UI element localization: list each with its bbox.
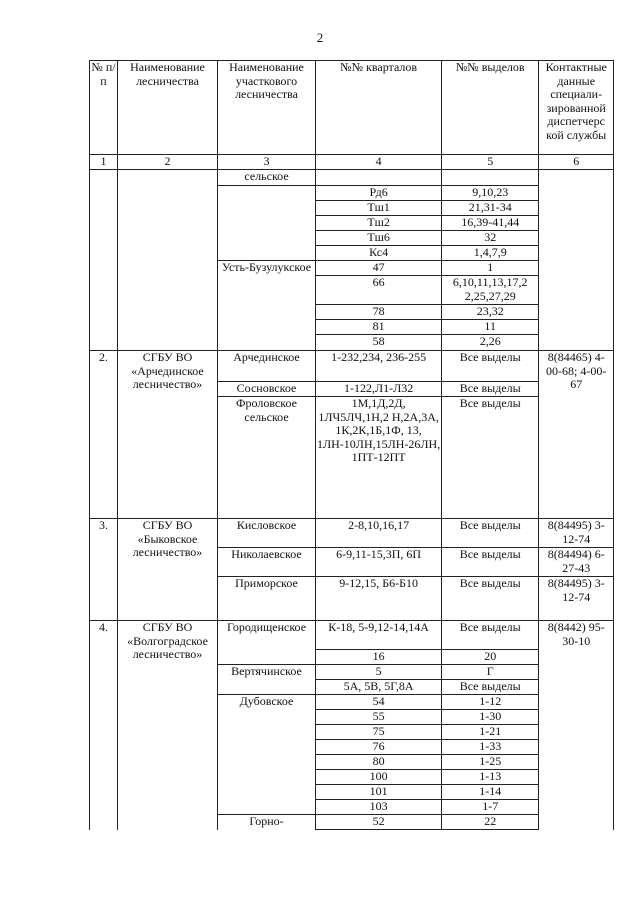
section-cell: 22 xyxy=(442,815,539,830)
header-contacts: Контактные данные специали-зированной диспетчерс кой службы xyxy=(539,61,614,155)
section-cell: Все выделы xyxy=(442,577,539,621)
section-cell: 20 xyxy=(442,650,539,665)
table-row xyxy=(90,201,614,216)
col-num-6: 6 xyxy=(539,155,614,170)
table-row xyxy=(90,231,614,246)
section-cell: Все выделы xyxy=(442,397,539,519)
forestry-name: СГБУ ВО «Арчединское лесничество» xyxy=(118,351,218,519)
district-cell: Городищенское xyxy=(218,621,316,665)
page-number: 2 xyxy=(316,30,324,45)
col-num-5: 5 xyxy=(442,155,539,170)
section-cell: Все выделы xyxy=(442,680,539,695)
col-num-1: 1 xyxy=(90,155,118,170)
table-row xyxy=(90,621,614,650)
section-cell: 1,4,7,9 xyxy=(442,246,539,261)
contact-cell: 8(84495) 3-12-74 xyxy=(539,577,614,621)
district-cell: Горно- xyxy=(218,815,316,830)
district-cell: Вертячинское xyxy=(218,665,316,695)
quarter-cell: 1М,1Д,2Д, 1ЛЧ5ЛЧ,1Н,2 Н,2А,3А, 1К,2К,1Б,1Ф, 13, 1ЛН-10ЛН,15ЛН-26ЛН, 1ПТ-12ПТ xyxy=(316,397,442,519)
row-number: 3. xyxy=(90,519,118,621)
table-row xyxy=(90,170,614,186)
section-cell: 1-13 xyxy=(442,770,539,785)
quarter-cell: 81 xyxy=(316,320,442,335)
table-row xyxy=(90,305,614,320)
quarter-cell: 1-232,234, 236-255 xyxy=(316,351,442,382)
section-cell: 11 xyxy=(442,320,539,335)
table-row xyxy=(90,261,614,276)
quarter-cell: 1-122,Л1-Л32 xyxy=(316,382,442,397)
quarter-cell: 100 xyxy=(316,770,442,785)
row-number: 4. xyxy=(90,621,118,830)
forestry-name: СГБУ ВО «Быковское лесничество» xyxy=(118,519,218,621)
quarter-cell: Рд6 xyxy=(316,186,442,201)
row-number: 2. xyxy=(90,351,118,519)
district-cell: Кисловское xyxy=(218,519,316,548)
col-num-2: 2 xyxy=(118,155,218,170)
header-sections: №№ выделов xyxy=(442,61,539,155)
section-cell: 6,10,11,13,17,2 2,25,27,29 xyxy=(442,276,539,305)
contact-cell: 8(8442) 95-30-10 xyxy=(539,621,614,830)
table-row xyxy=(90,335,614,351)
quarter-cell: 103 xyxy=(316,800,442,815)
district-cell: Усть-Бузулукское xyxy=(218,261,316,351)
section-cell: 1-12 xyxy=(442,695,539,710)
forestry-table xyxy=(89,60,614,830)
contact-cell: 8(84495) 3-12-74 xyxy=(539,519,614,548)
column-numbers-row xyxy=(90,155,614,170)
quarter-cell: 75 xyxy=(316,725,442,740)
quarter-cell: Кс4 xyxy=(316,246,442,261)
section-cell: 23,32 xyxy=(442,305,539,320)
table-row xyxy=(90,246,614,261)
quarter-cell: 6-9,11-15,3П, 6П xyxy=(316,548,442,577)
section-cell: 21,31-34 xyxy=(442,201,539,216)
header-quarters: №№ кварталов xyxy=(316,61,442,155)
header-district: Наименование участкового лесничества xyxy=(218,61,316,155)
quarter-cell: 5А, 5В, 5Г,8А xyxy=(316,680,442,695)
section-cell: 1-14 xyxy=(442,785,539,800)
section-cell: 1-21 xyxy=(442,725,539,740)
quarter-cell: Тш6 xyxy=(316,231,442,246)
col-num-4: 4 xyxy=(316,155,442,170)
section-cell: Все выделы xyxy=(442,382,539,397)
section-cell: Г xyxy=(442,665,539,680)
section-cell: 16,39-41,44 xyxy=(442,216,539,231)
quarter-cell: 80 xyxy=(316,755,442,770)
quarter-cell: 2-8,10,16,17 xyxy=(316,519,442,548)
section-cell: 1-30 xyxy=(442,710,539,725)
section-cell: 1-25 xyxy=(442,755,539,770)
section-cell: 1-33 xyxy=(442,740,539,755)
section-cell: 32 xyxy=(442,231,539,246)
quarter-cell: Тш2 xyxy=(316,216,442,231)
header-row xyxy=(90,61,614,155)
section-cell: 9,10,23 xyxy=(442,186,539,201)
quarter-cell: 47 xyxy=(316,261,442,276)
quarter-cell: 101 xyxy=(316,785,442,800)
section-cell: Все выделы xyxy=(442,519,539,548)
quarter-cell: 5 xyxy=(316,665,442,680)
forestry-name: СГБУ ВО «Волгоградское лесничество» xyxy=(118,621,218,830)
district-cell: Приморское xyxy=(218,577,316,621)
table-row xyxy=(90,186,614,201)
district-cell: Дубовское xyxy=(218,695,316,815)
quarter-cell: 58 xyxy=(316,335,442,351)
section-cell: 2,26 xyxy=(442,335,539,351)
table-row xyxy=(90,351,614,382)
header-forestry: Наименование лесничества xyxy=(118,61,218,155)
section-cell: Все выделы xyxy=(442,621,539,650)
quarter-cell: Тш1 xyxy=(316,201,442,216)
quarter-cell: К-18, 5-9,12-14,14А xyxy=(316,621,442,650)
table-row xyxy=(90,216,614,231)
quarter-cell: 16 xyxy=(316,650,442,665)
quarter-cell: 66 xyxy=(316,276,442,305)
table-row xyxy=(90,320,614,335)
contact-cell: 8(84465) 4-00-68; 4-00-67 xyxy=(539,351,614,519)
table-row xyxy=(90,276,614,305)
table-row xyxy=(90,519,614,548)
quarter-cell: 52 xyxy=(316,815,442,830)
header-num: № п/п xyxy=(90,61,118,155)
col-num-3: 3 xyxy=(218,155,316,170)
district-cell: Николаевское xyxy=(218,548,316,577)
quarter-cell: 78 xyxy=(316,305,442,320)
quarter-cell: 76 xyxy=(316,740,442,755)
section-cell: 1 xyxy=(442,261,539,276)
district-cell: сельское xyxy=(218,170,316,186)
section-cell: 1-7 xyxy=(442,800,539,815)
district-cell: Сосновское xyxy=(218,382,316,397)
contact-cell: 8(84494) 6-27-43 xyxy=(539,548,614,577)
district-cell: Фроловское сельское xyxy=(218,397,316,519)
section-cell: Все выделы xyxy=(442,351,539,382)
quarter-cell: 55 xyxy=(316,710,442,725)
quarter-cell: 9-12,15, Б6-Б10 xyxy=(316,577,442,621)
district-cell: Арчединское xyxy=(218,351,316,382)
section-cell: Все выделы xyxy=(442,548,539,577)
quarter-cell: 54 xyxy=(316,695,442,710)
